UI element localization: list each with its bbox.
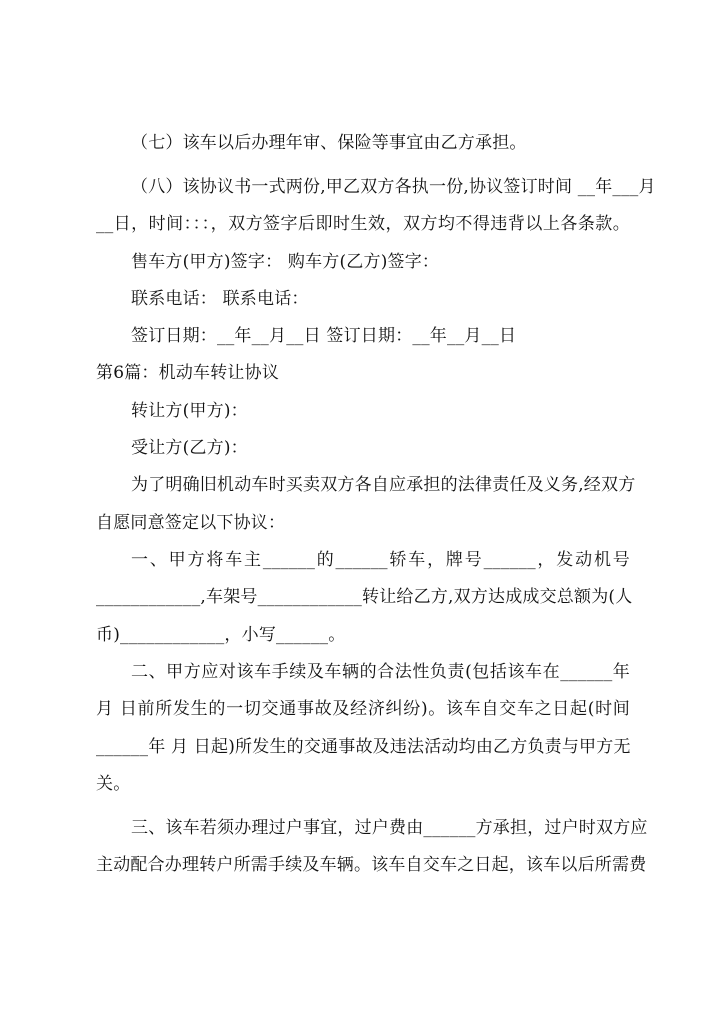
- phone-line: 联系电话： 联系电话：: [131, 289, 309, 309]
- clause-one-line-1: 一、甲方将车主______的______轿车，牌号______，发动机号: [131, 550, 630, 570]
- clause-two-line-3: ______年 月 日起)所发生的交通事故及违法活动均由乙方负责与甲方无: [96, 737, 631, 757]
- sign-date-line: 签订日期：__年__月__日 签订日期：__年__月__日: [131, 326, 517, 346]
- transferor-line: 转让方(甲方)：: [131, 401, 248, 421]
- clause-two-line-2: 月 日前所发生的一切交通事故及经济纠纷)。该车自交车之日起(时间: [96, 699, 630, 719]
- intro-line-1: 为了明确旧机动车时买卖双方各自应承担的法律责任及义务,经双方: [131, 475, 636, 495]
- intro-line-2: 自愿同意签定以下协议：: [96, 513, 286, 533]
- clause-one-line-2: ____________,车架号____________转让给乙方,双方达成成交总额为(人: [96, 587, 633, 607]
- clause-three-line-1: 三、该车若须办理过户事宜，过户费由______方承担，过户时双方应: [131, 818, 648, 838]
- clause-three-line-2: 主动配合办理转户所需手续及车辆。该车自交车之日起，该车以后所需费: [96, 855, 647, 875]
- clause-two-line-4: 关。: [96, 774, 131, 794]
- clause-eight-line-2: __日，时间：：：，双方签字后即时生效，双方均不得违背以上各条款。: [96, 214, 630, 234]
- transferee-line: 受让方(乙方)：: [131, 438, 248, 458]
- clause-eight-line-1: （八）该协议书一式两份,甲乙双方各执一份,协议签订时间 __年___月: [131, 177, 656, 197]
- clause-seven: （七）该车以后办理年审、保险等事宜由乙方承担。: [131, 133, 527, 153]
- section-heading: 第6篇：机动车转让协议: [96, 363, 280, 383]
- signature-line: 售车方(甲方)签字： 购车方(乙方)签字：: [131, 252, 440, 272]
- clause-two-line-1: 二、甲方应对该车手续及车辆的合法性负责(包括该车在______年: [131, 662, 630, 682]
- clause-one-line-3: 币)____________，小写______。: [96, 625, 346, 645]
